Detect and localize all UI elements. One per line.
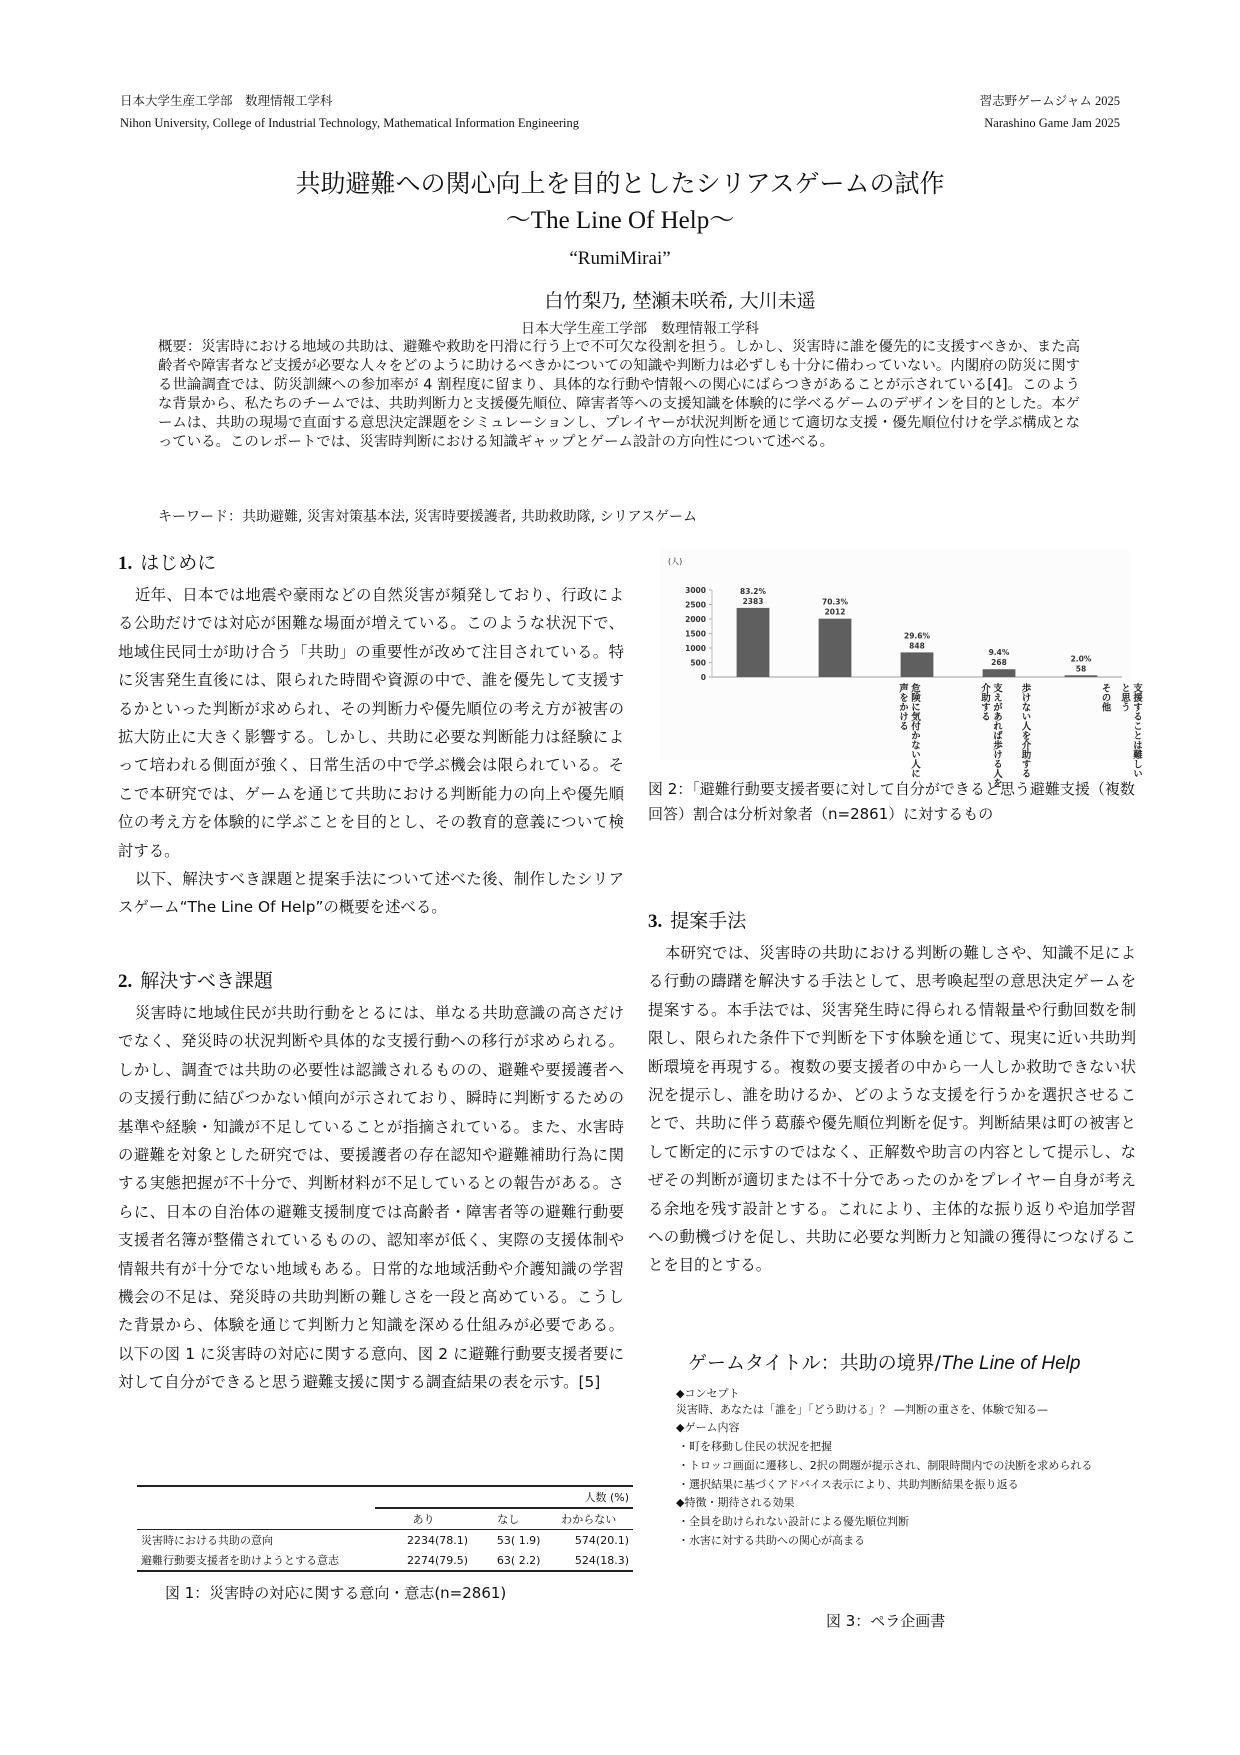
y-tick-label: 0 <box>700 673 706 682</box>
x-category-label-line: その他 <box>1099 683 1111 712</box>
content-item: ・トロッコ画面に遷移し、2択の問題が提示され、制限時間内での決断を求められる <box>678 1459 1093 1472</box>
content-item: ・選択結果に基づくアドバイス表示により、共助判断結果を振り返る <box>678 1478 1019 1491</box>
section-1-heading <box>118 550 624 577</box>
table-row <box>137 1530 633 1551</box>
section-3-title: 提案手法 <box>670 910 747 932</box>
section-3-number: 3. <box>648 911 663 932</box>
bar <box>901 652 934 677</box>
y-axis-label: (人) <box>668 557 683 566</box>
concept-heading: ◆コンセプト <box>676 1387 740 1400</box>
section-1-title: はじめに <box>140 552 217 574</box>
x-category-label-line: と思う <box>1119 683 1130 712</box>
bar-percent-label: 70.3% <box>821 597 849 607</box>
paper-title: 共助避難への関心向上を目的としたシリアスゲームの試作 <box>295 169 945 198</box>
effects-heading: ◆特徴・期待される効果 <box>676 1496 795 1509</box>
bar-percent-label: 83.2% <box>739 586 767 596</box>
bar-value-label: 58 <box>1075 664 1087 674</box>
cell: 53( 1.9) <box>496 1533 541 1547</box>
figure-3-caption: 図 3：ペラ企画書 <box>826 1612 946 1630</box>
bar-value-label: 2012 <box>824 607 846 617</box>
header-department-jp: 日本大学生産工学部 数理情報工学科 <box>120 94 333 108</box>
cell: 524(18.3) <box>574 1553 629 1567</box>
bar <box>1065 675 1098 677</box>
x-category-label-line: 支援することは難しい <box>1131 683 1142 778</box>
effects-item: ・全員を助けられない設計による優先順位判断 <box>678 1515 909 1528</box>
header-left <box>120 90 579 134</box>
figure-3 <box>688 1348 1128 1375</box>
affiliation: 日本大学生産工学部 数理情報工学科 <box>521 321 759 337</box>
section-1-paragraph-2: 以下、解決すべき課題と提案手法について述べた後、制作したシリアスゲーム“The Line Of Help”の概要を述べる。 <box>118 870 624 917</box>
bar-percent-label: 29.6% <box>903 631 931 641</box>
section-3 <box>648 908 1136 1280</box>
figure-1-table <box>137 1485 633 1572</box>
bar <box>819 619 852 677</box>
cell: 63( 2.2) <box>496 1553 541 1567</box>
table-unit: 人数 (%) <box>375 1486 633 1508</box>
x-category-label-line: 介助する <box>979 683 990 721</box>
plan-body <box>676 1386 1116 1549</box>
cell: 2234(78.1) <box>406 1533 469 1547</box>
figure-1-caption: 図 1：災害時の対応に関する意向・意志(n=2861) <box>165 1584 507 1602</box>
section-2-title: 解決すべき課題 <box>140 970 273 992</box>
figure-2-caption: 図 2：「避難行動要支援者要に対して自分ができると思う避難支援（複数回答）割合は分析対象者（n=2861）に対するもの <box>648 780 1135 823</box>
section-1-number: 1. <box>118 553 133 574</box>
section-2-paragraph-1: 災害時に地域住民が共助行動をとるには、単なる共助意識の高さだけでなく、発災時の状況判断や具体的な支援行動への移行が求められる。しかし、調査では共助の必要性は認識されるものの、避難や要援護者への支援行動に結びつかない傾向が示されており、瞬時に判断するための基準や経験・知識が不足していることが指摘されている。また、水害時の避難を対象とした研究では、要援護者の存在認知や避難補助行為に関する実態把握が不十分で、判断材料が不足しているとの報告がある。さらに、日本の自治体の避難支援制度では高齢者・障害者等の避難行動要支援者名簿が整備されているものの、認知率が低く、実際の支援体制や情報共有が十分でない地域もある。日常的な地域活動や介護知識の学習機会の不足は、発災時の共助判断の難しさを一段と高めている。こうした背景から、体験を通じて判断力と知識を深める仕組みが必要である。以下の図 1 に災害時の対応に関する意向、図 2 に避難行動要支援者要に対して自分ができると思う避難支援に関する調査結果の表を示す。[5] <box>118 1004 624 1392</box>
bar-value-label: 848 <box>909 641 925 651</box>
table-header-yes: あり <box>412 1513 435 1526</box>
effects-item: ・水害に対する共助への関心が高まる <box>678 1534 865 1547</box>
team-name: “RumiMirai” <box>569 248 671 269</box>
table-header-no: なし <box>497 1513 520 1526</box>
section-3-paragraph-1: 本研究では、災害時の共助における判断の難しさや、知識不足による行動の躊躇を解決する手法として、思考喚起型の意思決定ゲームを提案する。本手法では、災害発生時に得られる情報量や行動回数を制限し、限られた条件下で判断を下す体験を通じて、現実に近い共助判断環境を再現する。複数の要支援者の中から一人しか救助できない状況を提示し、誰を助けるか、どのような支援を行うかを選択させることで、共助に伴う葛藤や優先順位判断を促す。判断結果は町の被害として断定的に示すのではなく、正解数や助言の内容として提示し、なぜその判断が適切または不十分であったのかをプレイヤー自身が考える余地を残す設計とする。これにより、主体的な振り返りや追加学習への動機づけを促し、共助に必要な判断力と知識の獲得につなげることを目的とする。 <box>648 944 1136 1275</box>
x-category-label <box>986 683 1142 778</box>
x-category-label-line: 声をかける <box>897 683 908 731</box>
x-category-label-line: 危険に気付かない人に <box>909 683 920 778</box>
bar <box>737 608 770 677</box>
header-event-jp: 習志野ゲームジャム 2025 <box>979 94 1120 108</box>
cell: 574(20.1) <box>574 1533 629 1547</box>
concept-text: 災害時、あなたは「誰を」「どう助ける」？ —判断の重さを、体験で知る— <box>676 1403 1048 1416</box>
figure-1 <box>137 1485 633 1603</box>
paper-subtitle: 〜The Line Of Help〜 <box>505 207 735 234</box>
header-department-en: Nihon University, College of Industrial Technology, Mathematical Information Engineering <box>120 116 579 130</box>
authors: 白竹梨乃, 埜瀬未咲希, 大川未遥 <box>544 290 816 312</box>
y-tick-label: 500 <box>690 658 706 668</box>
section-1 <box>118 550 624 922</box>
keywords: キーワード：共助避難, 災害対策基本法, 災害時要援護者, 共助救助隊, シリアスゲーム <box>158 509 698 525</box>
bar-value-label: 2383 <box>742 596 764 606</box>
table-row <box>137 1550 633 1571</box>
figure-2-chart <box>660 550 1142 788</box>
table-header-unknown: わからない <box>561 1513 617 1526</box>
bar <box>983 669 1016 677</box>
y-tick-label: 3000 <box>685 586 706 595</box>
row-label: 避難行動要支援者を助けようとする意志 <box>141 1554 339 1567</box>
y-tick-label: 1000 <box>685 644 706 653</box>
y-tick-label: 2500 <box>685 600 706 610</box>
cell: 2274(79.5) <box>406 1553 469 1567</box>
header-event-en: Narashino Game Jam 2025 <box>984 116 1120 130</box>
bar-value-label: 268 <box>991 658 1007 668</box>
abstract: 概要：災害時における地域の共助は、避難や救助を円滑に行う上で不可欠な役割を担う。しかし、災害時に誰を優先的に支援すべきか、また高齢者や障害者など支援が必要な人々をどのように助けるべきかについての知識や判断力は必ずしも十分に備わっていない。内閣府の防災に関する世論調査では、防災訓練への参加率が 4 割程度に留まり、具体的な行動や情報への関心にばらつきがあることが示されている[4]。このような背景から、私たちのチームでは、共助判断力と支援優先順位、障害者等への支援知識を体験的に学べるゲームのデザインを目的とした。本ゲームは、共助の現場で直面する意思決定課題をシミュレーションし、プレイヤーが状況判断を通じて適切な支援・優先順位付けを学ぶ構成となっている。このレポートでは、災害時判断における知識ギャップとゲーム設計の方向性について述べる。 <box>158 339 1080 450</box>
x-category-label <box>1075 683 1111 712</box>
plan-title-jp: ゲームタイトル：共助の境界/ <box>688 1352 942 1374</box>
x-category-label-line: 支えがあれば歩ける人を <box>991 683 1002 788</box>
bar-percent-label: 9.4% <box>988 648 1010 658</box>
plan-title-en: The Line of Help <box>941 1353 1081 1374</box>
content-item: ・町を移動し住民の状況を把握 <box>678 1440 832 1453</box>
plan-title <box>688 1348 1128 1375</box>
section-2 <box>118 968 624 1397</box>
section-3-heading <box>648 908 1136 935</box>
y-tick-label: 1500 <box>685 629 706 639</box>
section-2-heading <box>118 968 624 995</box>
row-label: 災害時における共助の意向 <box>141 1534 273 1547</box>
section-2-number: 2. <box>118 971 133 992</box>
bar-percent-label: 2.0% <box>1070 654 1092 664</box>
header-right <box>980 90 1120 134</box>
y-tick-label: 2000 <box>685 615 706 624</box>
x-category-label-line: 歩けない人を介助する <box>1019 683 1031 778</box>
section-1-paragraph-1: 近年、日本では地震や豪雨などの自然災害が頻発しており、行政による公助だけでは対応が困難な場面が増えている。このような状況下で、地域住民同士が助け合う「共助」の重要性が改めて注目されている。特に災害発生直後には、限られた時間や資源の中で、誰を優先して支援するかといった判断が求められ、その判断力や優先順位の考え方が被害の拡大防止に大きく影響する。しかし、共助に必要な判断能力は経験によって培われる側面が強く、日常生活の中で学ぶ機会は限られている。そこで本研究では、ゲームを通じて共助における判断能力の向上や優先順位の考え方を体験的に学ぶことを目的とし、その教育的意義について検討する。 <box>118 586 624 860</box>
content-heading: ◆ゲーム内容 <box>676 1421 740 1434</box>
